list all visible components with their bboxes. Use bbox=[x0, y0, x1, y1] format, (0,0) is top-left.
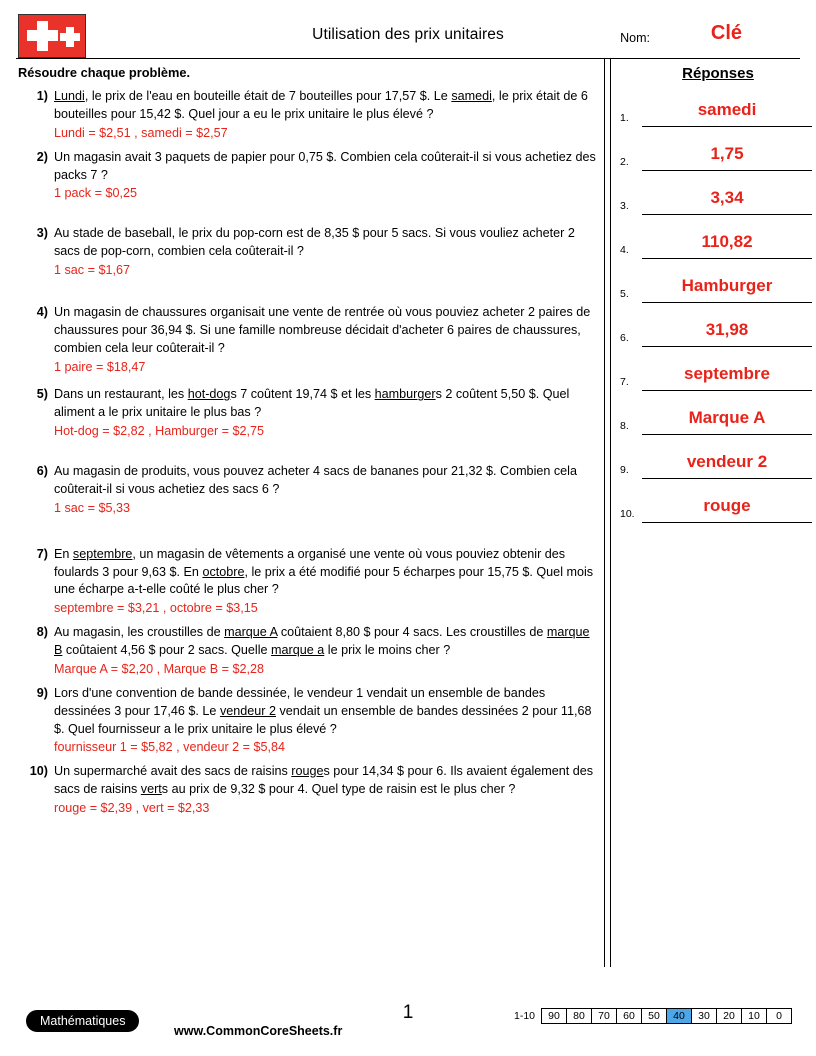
brand-badge: Mathématiques bbox=[26, 1010, 139, 1032]
problem-answer: Marque A = $2,20 , Marque B = $2,28 bbox=[54, 661, 265, 676]
score-cell-highlighted: 40 bbox=[667, 1009, 692, 1024]
score-cell: 70 bbox=[592, 1009, 617, 1024]
problem-item bbox=[16, 149, 600, 204]
problem-number: 2) bbox=[36, 149, 48, 164]
answer-index: 1. bbox=[620, 112, 629, 124]
problem-number: 9) bbox=[36, 685, 48, 700]
answer-row bbox=[620, 270, 816, 314]
problem-answer: 1 paire = $18,47 bbox=[54, 359, 146, 374]
score-cell: 80 bbox=[567, 1009, 592, 1024]
page-title: Utilisation des prix unitaires bbox=[312, 26, 504, 43]
problem-text: Un magasin avait 3 paquets de papier pour 0,75 $. Combien cela coûterait-il si vous achetiez des packs 7 ? bbox=[54, 149, 596, 182]
problem-number: 3) bbox=[36, 226, 48, 241]
problem-number: 6) bbox=[36, 464, 48, 478]
problem-text: Un supermarché avait des sacs de raisins rouges pour 14,34 $ pour 6. Ils avaient également des sacs de raisins verts au prix de 9,32 $ pour 4. Quel type de raisin est le plus cher ? bbox=[54, 764, 594, 797]
site-url: www.CommonCoreSheets.fr bbox=[174, 1024, 343, 1038]
answer-value: 110,82 bbox=[701, 232, 753, 251]
answer-index: 10. bbox=[620, 508, 635, 520]
answer-index: 7. bbox=[620, 376, 629, 388]
answer-row bbox=[620, 182, 816, 226]
problem-text: Au magasin de produits, vous pouvez acheter 4 sacs de bananes pour 21,32 $. Combien cela coûterait-il si vous achetiez des sacs 6 ? bbox=[54, 464, 577, 496]
problem-item bbox=[16, 225, 600, 280]
answer-value: 1,75 bbox=[710, 144, 744, 163]
problem-answer: 1 sac = $1,67 bbox=[54, 263, 130, 277]
problem-answer: Lundi = $2,51 , samedi = $2,57 bbox=[54, 125, 228, 140]
problem-text: Dans un restaurant, les hot-dogs 7 coûtent 19,74 $ et les hamburgers 2 coûtent 5,50 $. Quel aliment a le prix unitaire le plus bas ? bbox=[54, 387, 570, 420]
answer-index: 6. bbox=[620, 332, 629, 344]
answer-line bbox=[642, 126, 812, 127]
answer-value: rouge bbox=[703, 496, 751, 515]
answer-value: Hamburger bbox=[681, 276, 773, 295]
problem-answer: fournisseur 1 = $5,82 , vendeur 2 = $5,84 bbox=[54, 740, 286, 755]
answer-value: vendeur 2 bbox=[686, 452, 768, 471]
answer-value: 31,98 bbox=[705, 320, 749, 339]
problem-number: 4) bbox=[36, 304, 48, 319]
problem-text: Lundi, le prix de l'eau en bouteille était de 7 bouteilles pour 17,57 $. Le samedi, le prix était de 6 bouteilles pour 15,42 $. Quel jour a eu le prix unitaire le plus élevé ? bbox=[54, 89, 588, 121]
problem-number: 1) bbox=[36, 89, 48, 103]
problem-answer: 1 pack = $0,25 bbox=[54, 186, 137, 201]
answer-index: 3. bbox=[620, 200, 629, 212]
worksheet-body bbox=[16, 58, 800, 967]
answer-index: 5. bbox=[620, 288, 629, 300]
answer-line bbox=[642, 434, 812, 435]
problem-answer: rouge = $2,39 , vert = $2,33 bbox=[54, 801, 210, 815]
answer-line bbox=[642, 390, 812, 391]
answer-value: 3,34 bbox=[710, 188, 744, 207]
problem-item bbox=[16, 763, 600, 818]
name-label: Nom: bbox=[620, 31, 650, 45]
score-cell: 20 bbox=[717, 1009, 742, 1024]
instruction-text: Résoudre chaque problème. bbox=[18, 65, 191, 80]
answers-title: Réponses bbox=[682, 65, 754, 82]
answer-row bbox=[620, 314, 816, 358]
page-footer bbox=[16, 1002, 800, 1048]
problem-answer: Hot-dog = $2,82 , Hamburger = $2,75 bbox=[54, 424, 265, 439]
answer-row bbox=[620, 446, 816, 490]
answers-column bbox=[620, 59, 816, 534]
problem-text: Lors d'une convention de bande dessinée, le vendeur 1 vendait un ensemble de bandes dessinées 3 pour 17,46 $. Le vendeur 2 vendait un ensemble de bandes dessinées 2 pour 11,68 $. Quel fournisseur a le prix unitaire le plus élevé ? bbox=[54, 685, 592, 736]
answer-row bbox=[620, 402, 816, 446]
score-table bbox=[509, 1008, 792, 1024]
answer-line bbox=[642, 522, 812, 523]
score-cell: 30 bbox=[692, 1009, 717, 1024]
score-cell: 60 bbox=[617, 1009, 642, 1024]
problem-item bbox=[16, 304, 600, 377]
answer-index: 9. bbox=[620, 464, 629, 476]
answer-row bbox=[620, 490, 816, 534]
problem-number: 10) bbox=[29, 764, 48, 779]
score-cell: 50 bbox=[642, 1009, 667, 1024]
page-header bbox=[16, 14, 800, 56]
answer-line bbox=[642, 170, 812, 171]
problem-text: En septembre, un magasin de vêtements a organisé une vente où vous pouviez obtenir des foulards 3 pour 9,63 $. En octobre, le prix a été modifié pour 5 écharpes pour 15,75 $. Quel mois une écharpe a-t-elle coûté le plus cher ? bbox=[54, 546, 594, 597]
answer-value: Marque A bbox=[688, 408, 766, 427]
problem-item bbox=[16, 546, 600, 619]
problem-number: 5) bbox=[36, 387, 48, 402]
answer-line bbox=[642, 258, 812, 259]
problem-answer: septembre = $3,21 , octobre = $3,15 bbox=[54, 601, 258, 616]
answer-index: 4. bbox=[620, 244, 629, 256]
answer-row bbox=[620, 138, 816, 182]
page-number: 1 bbox=[402, 1002, 414, 1023]
problem-item bbox=[16, 386, 600, 441]
answer-index: 8. bbox=[620, 420, 629, 432]
answer-row bbox=[620, 226, 816, 270]
problem-text: Au magasin, les croustilles de marque A coûtaient 8,80 $ pour 4 sacs. Les croustilles de marque B coûtaient 4,56 $ pour 2 sacs. Quelle marque a le prix le moins cher ? bbox=[54, 625, 590, 657]
answer-line bbox=[642, 478, 812, 479]
answer-index: 2. bbox=[620, 156, 629, 168]
problem-item bbox=[16, 624, 600, 679]
problem-text: Au stade de baseball, le prix du pop-corn est de 8,35 $ pour 5 sacs. Si vous vouliez acheter 2 sacs de pop-corn, combien cela coûterait-il ? bbox=[54, 226, 575, 259]
answer-value: samedi bbox=[697, 100, 757, 119]
column-divider bbox=[604, 59, 605, 967]
problem-text: Un magasin de chaussures organisait une vente de rentrée où vous pouviez acheter 2 paires de chaussures pour 36,94 $. Si une famille nombreuse décidait d'acheter 6 paires de chaussures, combien cela leur coûterait-il ? bbox=[54, 304, 591, 355]
answer-value: septembre bbox=[684, 364, 770, 383]
score-cell: 90 bbox=[542, 1009, 567, 1024]
answer-row bbox=[620, 94, 816, 138]
problem-item bbox=[16, 88, 600, 143]
answer-line bbox=[642, 214, 812, 215]
problem-answer: 1 sac = $5,33 bbox=[54, 500, 130, 515]
column-divider-2 bbox=[610, 59, 611, 967]
score-cell: 0 bbox=[767, 1009, 792, 1024]
name-value: Clé bbox=[710, 22, 742, 44]
problem-item bbox=[16, 685, 600, 758]
answer-line bbox=[642, 302, 812, 303]
answer-line bbox=[642, 346, 812, 347]
problem-number: 7) bbox=[36, 546, 48, 561]
answer-row bbox=[620, 358, 816, 402]
score-range-label: 1-10 bbox=[513, 1010, 535, 1022]
problems-column bbox=[16, 59, 600, 824]
score-cell: 10 bbox=[742, 1009, 767, 1024]
problem-number: 8) bbox=[36, 625, 48, 640]
problem-item bbox=[16, 463, 600, 518]
